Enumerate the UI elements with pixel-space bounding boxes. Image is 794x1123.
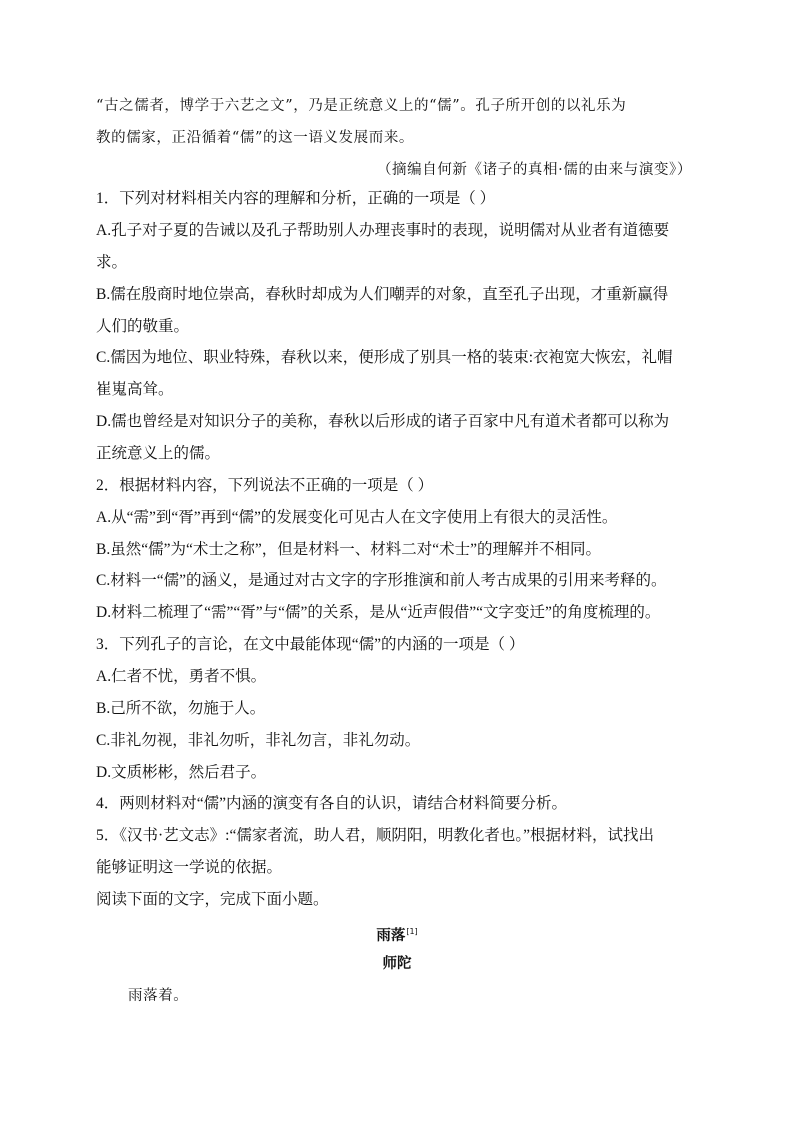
question-1-option-c-cont: 崔嵬高耸。 bbox=[96, 381, 174, 398]
question-1-option-c: C.儒因为地位、职业特殊，春秋以来，便形成了别具一格的装束:衣袍宽大恢宏，礼帽 bbox=[96, 349, 673, 366]
question-1-option-a-cont: 求。 bbox=[96, 254, 128, 271]
question-2-stem: 2．根据材料内容，下列说法不正确的一项是（ ） bbox=[96, 477, 434, 494]
question-5-stem: 5．《汉书·艺文志》:“儒家者流，助人君，顺阴阳，明教化者也。”根据材料，试找出 bbox=[96, 827, 654, 844]
question-3-stem: 3．下列孔子的言论，在文中最能体现“儒”的内涵的一项是（ ） bbox=[96, 636, 525, 653]
question-2-option-d: D.材料二梳理了“需”“胥”与“儒”的关系，是从“近声假借”“文字变迁”的角度梳理的。 bbox=[96, 604, 661, 621]
article-title-footnote[interactable]: [1] bbox=[406, 927, 418, 936]
article-first-line: 雨落着。 bbox=[128, 988, 189, 1004]
question-4-stem: 4．两则材料对“儒”内涵的演变有各自的认识，请结合材料简要分析。 bbox=[96, 795, 568, 812]
question-2-option-b: B.虽然“儒”为“术士之称”，但是材料一、材料二对“术士”的理解并不相同。 bbox=[96, 541, 601, 558]
question-1-option-b-cont: 人们的敬重。 bbox=[96, 318, 190, 335]
passage-source: （摘编自何新《诸子的真相·儒的由来与演变》） bbox=[376, 162, 692, 178]
question-3-option-d: D.文质彬彬，然后君子。 bbox=[96, 764, 267, 781]
question-1-stem: 1．下列对材料相关内容的理解和分析，正确的一项是（ ） bbox=[96, 190, 496, 207]
question-5-stem-cont: 能够证明这一学说的依据。 bbox=[96, 859, 283, 876]
question-1-option-a: A.孔子对子夏的告诫以及孔子帮助别人办理丧事时的表现，说明儒对从业者有道德要 bbox=[96, 222, 670, 239]
question-2-option-a: A.从“需”到“胥”再到“儒”的发展变化可见古人在文字使用上有很大的灵活性。 bbox=[96, 509, 618, 526]
question-2-option-c: C.材料一“儒”的涵义，是通过对古文字的字形推演和前人考古成果的引用来考释的。 bbox=[96, 572, 667, 589]
question-1-option-d-cont: 正统意义上的儒。 bbox=[96, 445, 221, 462]
question-3-option-a: A.仁者不忧，勇者不惧。 bbox=[96, 668, 267, 685]
question-1-option-b: B.儒在殷商时地位崇高，春秋时却成为人们嘲弄的对象，直至孔子出现，才重新赢得 bbox=[96, 286, 669, 303]
question-3-option-b: B.己所不欲，勿施于人。 bbox=[96, 700, 266, 717]
passage-line-2: 教的儒家，正沿循着“儒”的这一语义发展而来。 bbox=[96, 130, 415, 146]
article-author: 师陀 bbox=[382, 956, 412, 972]
passage-line-1: “古之儒者，博学于六艺之文”，乃是正统意义上的“儒”。孔子所开创的以礼乐为 bbox=[96, 98, 627, 114]
question-1-option-d: D.儒也曾经是对知识分子的美称，春秋以后形成的诸子百家中凡有道术者都可以称为 bbox=[96, 413, 670, 430]
article-title-text: 雨落 bbox=[376, 927, 406, 944]
question-3-option-c: C.非礼勿视，非礼勿听，非礼勿言，非礼勿动。 bbox=[96, 732, 421, 749]
reading-instruction: 阅读下面的文字，完成下面小题。 bbox=[96, 891, 329, 908]
article-title bbox=[0, 922, 794, 946]
